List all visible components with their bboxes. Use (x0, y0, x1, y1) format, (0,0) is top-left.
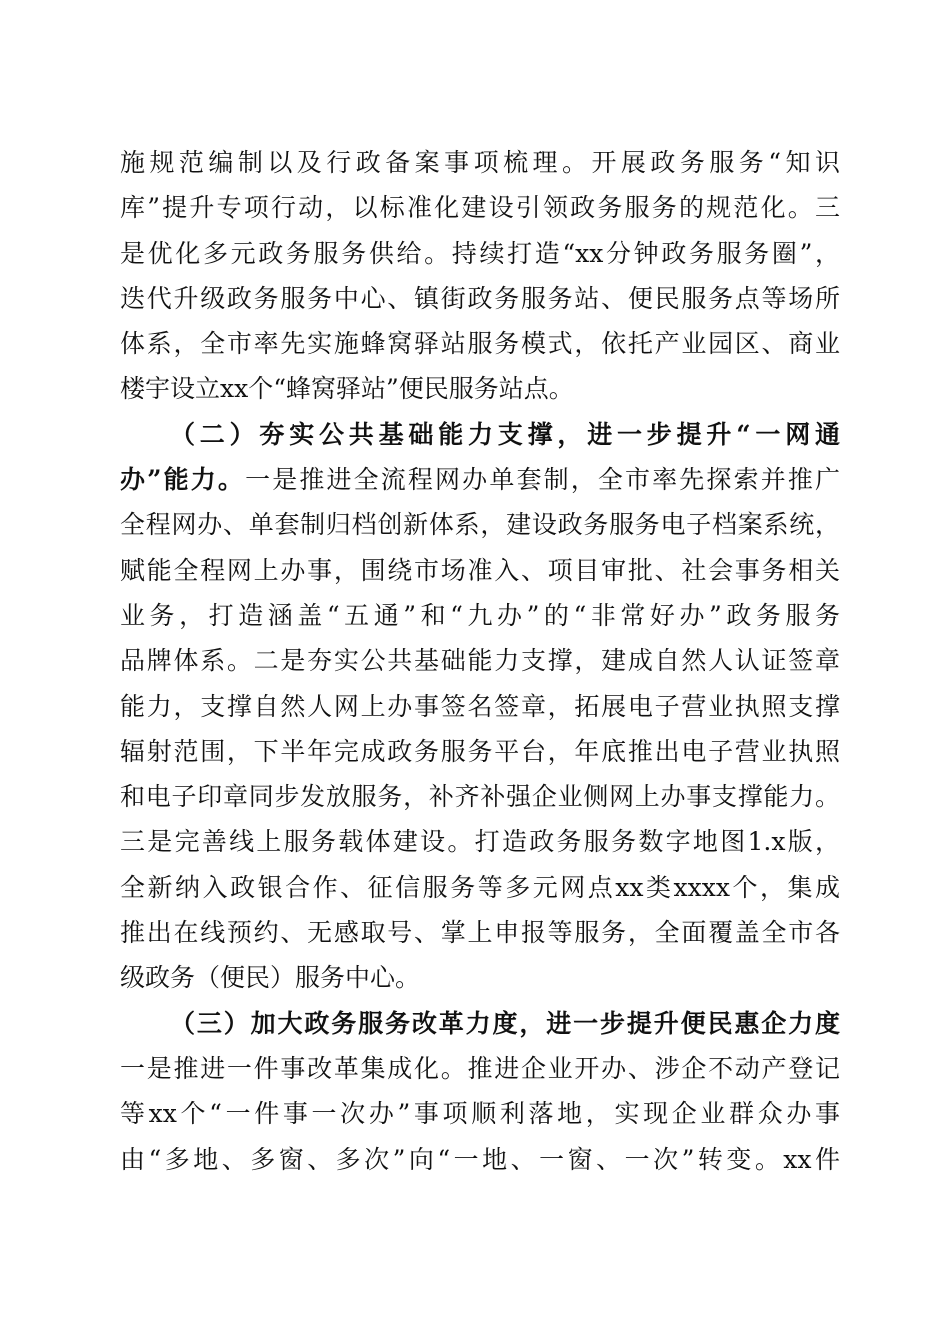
document-body (120, 140, 840, 1182)
text-line: 由“多地、多窗、多次”向“一地、一窗、一次”转变。xx件 (120, 1144, 840, 1174)
text-line: 等xx个“一件事一次办”事项顺利落地，实现企业群众办事 (120, 1099, 840, 1129)
text-line: 迭代升级政务服务中心、镇街政务服务站、便民服务点等场所 (120, 283, 840, 313)
text-line: 库”提升专项行动，以标准化建设引领政务服务的规范化。三 (120, 193, 840, 223)
text-line (120, 457, 840, 502)
text-line-rest: 一是推进全流程网办单套制，全市率先探索并推广 (245, 465, 840, 495)
text-line: 是优化多元政务服务供给。持续打造“xx分钟政务服务圈”， (120, 238, 840, 268)
text-line: 赋能全程网上办事，围绕市场准入、项目审批、社会事务相关 (120, 555, 840, 585)
section-heading-3: （三）加大政务服务改革力度，进一步提升便民惠企力度 (170, 1008, 840, 1038)
text-line: 三是完善线上服务载体建设。打造政务服务数字地图1.x版， (120, 827, 840, 857)
text-line: 级政务（便民）服务中心。 (120, 963, 421, 993)
text-line: 辐射范围，下半年完成政务服务平台，年底推出电子营业执照 (120, 736, 840, 766)
section-heading-2: （二）夯实公共基础能力支撑，进一步提升“一网通 (170, 419, 840, 449)
text-line: 和电子印章同步发放服务，补齐补强企业侧网上办事支撑能力。 (120, 782, 840, 812)
section-heading-continuation: 办”能力。 (120, 465, 246, 495)
text-line: 体系，全市率先实施蜂窝驿站服务模式，依托产业园区、商业 (120, 329, 840, 359)
text-line: 品牌体系。二是夯实公共基础能力支撑，建成自然人认证签章 (120, 646, 840, 676)
text-line: 推出在线预约、无感取号、掌上申报等服务，全面覆盖全市各 (120, 918, 840, 948)
text-line: 全程网办、单套制归档创新体系，建设政务服务电子档案系统， (120, 510, 840, 540)
text-line: 一是推进一件事改革集成化。推进企业开办、涉企不动产登记 (120, 1053, 840, 1083)
text-line: 全新纳入政银合作、征信服务等多元网点xx类xxxx个，集成 (120, 872, 840, 902)
text-line: 能力，支撑自然人网上办事签名签章，拓展电子营业执照支撑 (120, 691, 840, 721)
text-line: 楼宇设立xx个“蜂窝驿站”便民服务站点。 (120, 374, 574, 404)
text-line: 业务，打造涵盖“五通”和“九办”的“非常好办”政务服务 (120, 600, 840, 630)
text-line: 施规范编制以及行政备案事项梳理。开展政务服务“知识 (120, 148, 840, 177)
